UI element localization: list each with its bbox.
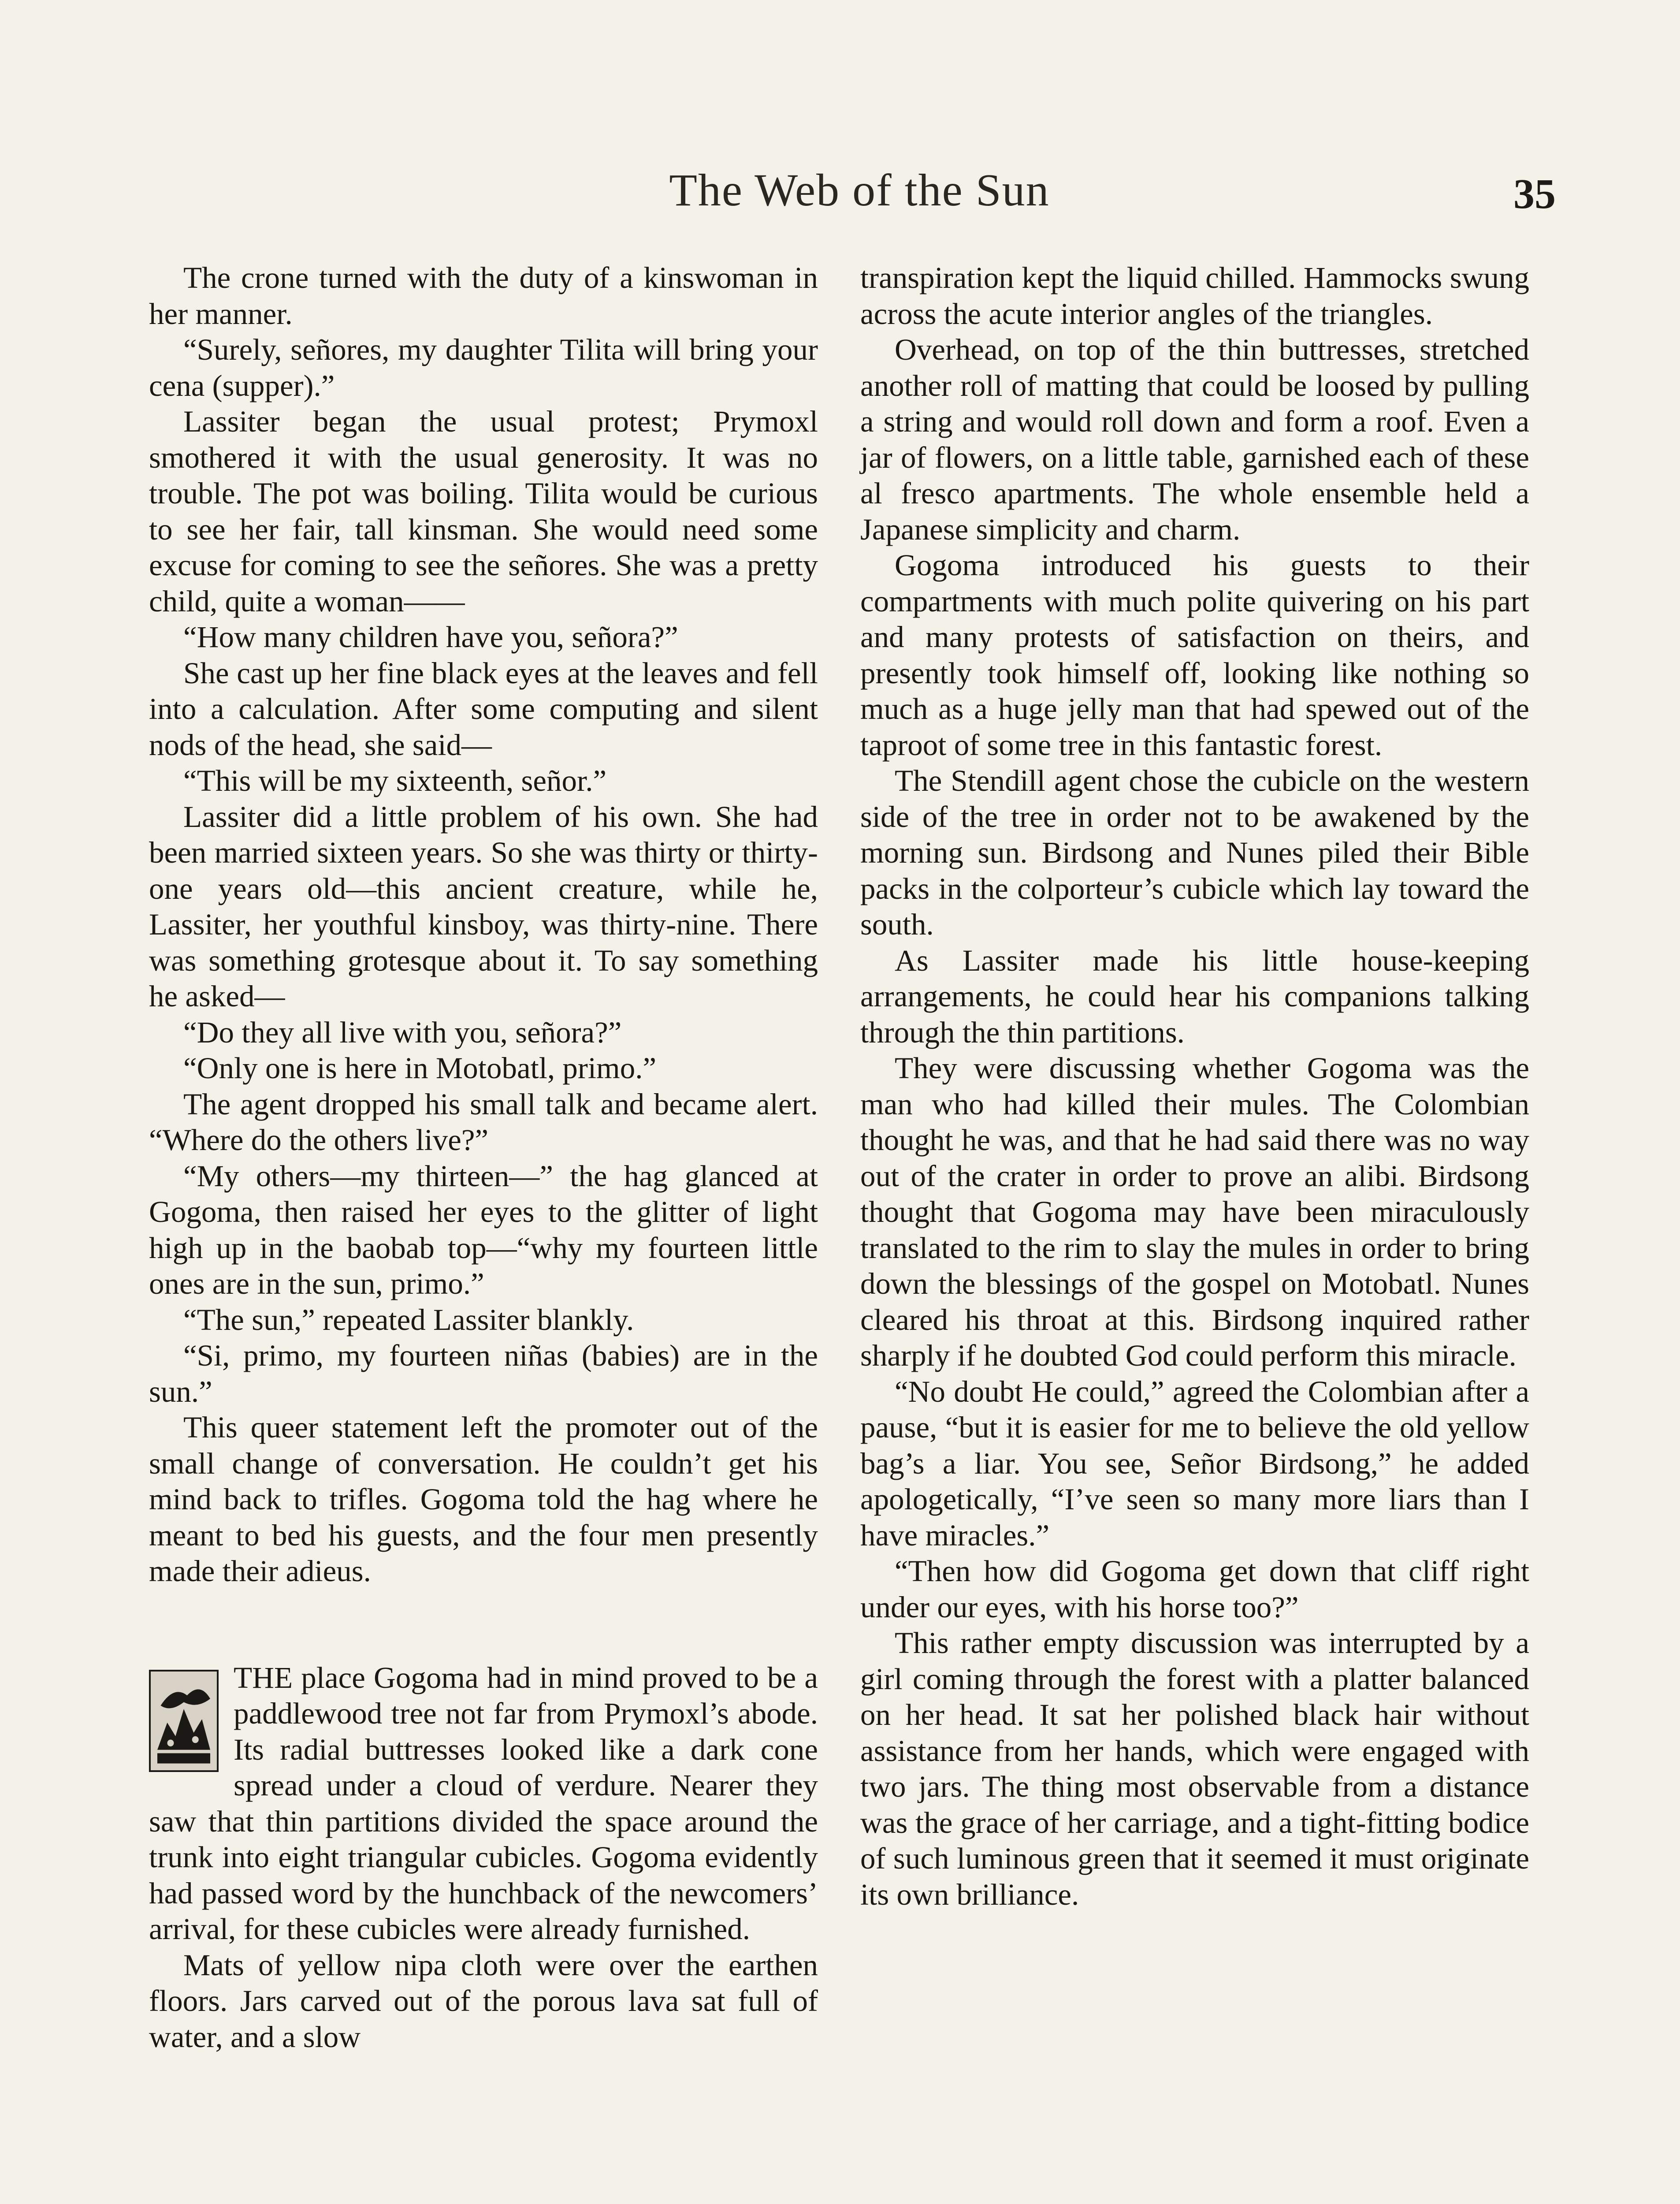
paragraph: Lassiter began the usual protest; Prymoxl smothered it with the usual generosity. It was no trouble. The pot was boiling. Tilita would be curious to see her fair, tall kinsman. She would need some excuse for coming to see the señores. She was a pretty child, quite a woman—— <box>149 405 818 618</box>
section-break <box>149 1590 818 1660</box>
drop-cap-ornament-icon <box>149 1670 219 1772</box>
paragraph: “No doubt He could,” agreed the Colombian after a pause, “but it is easier for me to believe the old yellow bag’s a liar. You see, Señor Birdsong,” he added apologetically, “I’ve seen so many more liars than I have miracles.” <box>860 1374 1529 1552</box>
paragraph: “This will be my sixteenth, señor.” <box>183 764 607 797</box>
paragraph: “Do they all live with you, señora?” <box>183 1015 622 1049</box>
paragraph: This queer statement left the promoter out of the small change of conversation. He couldn’t get his mind back to trifles. Gogoma told the hag where he meant to bed his guests, and the four men presently made their adieus. <box>149 1411 818 1588</box>
paragraph: “Si, primo, my fourteen niñas (babies) are in the sun.” <box>149 1339 818 1408</box>
paragraph: This rather empty discussion was interrupted by a girl coming through the forest with a platter balanced on her head. It sat her polished black hair without assistance from her hands, which were engaged with two jars. The thing most observable from a distance was the grace of her carriage, and a tight-fitting bodice of such luminous green that it seemed it must originate its own brilliance. <box>860 1626 1529 1911</box>
paragraph: “Surely, señores, my daughter Tilita will bring your cena (supper).” <box>149 333 818 402</box>
section-first-paragraph: THE place Gogoma had in mind proved to be a paddlewood tree not far from Prymoxl’s abode. Its radial buttresses looked like a dark cone spread under a cloud of verdure. Nearer they saw that thin partitions divided the space around the trunk into eight triangular cubicles. Gogoma evidently had passed word by the hunchback of the newcomers’ arrival, for these cubicles were already furnished. <box>149 1660 818 1946</box>
page-number: 35 <box>1513 170 1556 217</box>
paragraph: “Then how did Gogoma get down that cliff right under our eyes, with his horse too?” <box>860 1554 1529 1624</box>
paragraph: Mats of yellow nipa cloth were over the earthen floors. Jars carved out of the porous lava sat full of water, and a slow <box>149 1948 818 2054</box>
paragraph: Lassiter did a little problem of his own. She had been married sixteen years. So she was thirty or thirty-one years old—this ancient creature, while he, Lassiter, her youthful kinsboy, was thirty-nine. There was something grotesque about it. To say something he asked— <box>149 800 818 1013</box>
paragraph: She cast up her fine black eyes at the leaves and fell into a calculation. After some computing and silent nods of the head, she said— <box>149 656 818 762</box>
paragraph: The Stendill agent chose the cubicle on the western side of the tree in order not to be awakened by the morning sun. Birdsong and Nunes piled their Bible packs in the colporteur’s cubicle which lay toward the south. <box>860 764 1529 941</box>
continued-paragraph: transpiration kept the liquid chilled. Hammocks swung across the acute interior angles of the triangles. <box>860 261 1529 331</box>
paragraph: Gogoma introduced his guests to their compartments with much polite quivering on his part and many protests of satisfaction on theirs, and presently took himself off, looking like nothing so much as a huge jelly man that had spewed out of the taproot of some tree in this fantastic forest. <box>860 548 1529 762</box>
paragraph: “Only one is here in Motobatl, primo.” <box>183 1051 657 1085</box>
paragraph: “The sun,” repeated Lassiter blankly. <box>183 1303 634 1337</box>
paragraph: The crone turned with the duty of a kinswoman in her manner. <box>149 261 818 331</box>
paragraph: The agent dropped his small talk and became alert. “Where do the others live?” <box>149 1087 818 1157</box>
paragraph: “My others—my thirteen—” the hag glanced at Gogoma, then raised her eyes to the glitter of light high up in the baobab top—“why my fourteen little ones are in the sun, primo.” <box>149 1159 818 1300</box>
paragraph: “How many children have you, señora?” <box>183 620 678 654</box>
right-column <box>860 260 1529 1913</box>
paragraph: Overhead, on top of the thin buttresses, stretched another roll of matting that could be loosed by pulling a string and would roll down and form a roof. Even a jar of flowers, on a little table, garnished each of these al fresco apartments. The whole ensemble held a Japanese simplicity and charm. <box>860 333 1529 546</box>
left-column <box>149 260 818 2055</box>
running-title: The Web of the Sun <box>669 165 1050 216</box>
paragraph: As Lassiter made his little house-keeping arrangements, he could hear his companions talking through the thin partitions. <box>860 943 1529 1049</box>
paragraph: They were discussing whether Gogoma was the man who had killed their mules. The Colombian thought he was, and that he had said there was no way out of the crater in order to prove an alibi. Birdsong thought that Gogoma may have been miraculously translated to the rim to slay the mules in order to bring down the blessings of the gospel on Motobatl. Nunes cleared his throat at this. Birdsong inquired rather sharply if he doubted God could perform this miracle. <box>860 1051 1529 1372</box>
section-opening <box>149 1660 818 1947</box>
